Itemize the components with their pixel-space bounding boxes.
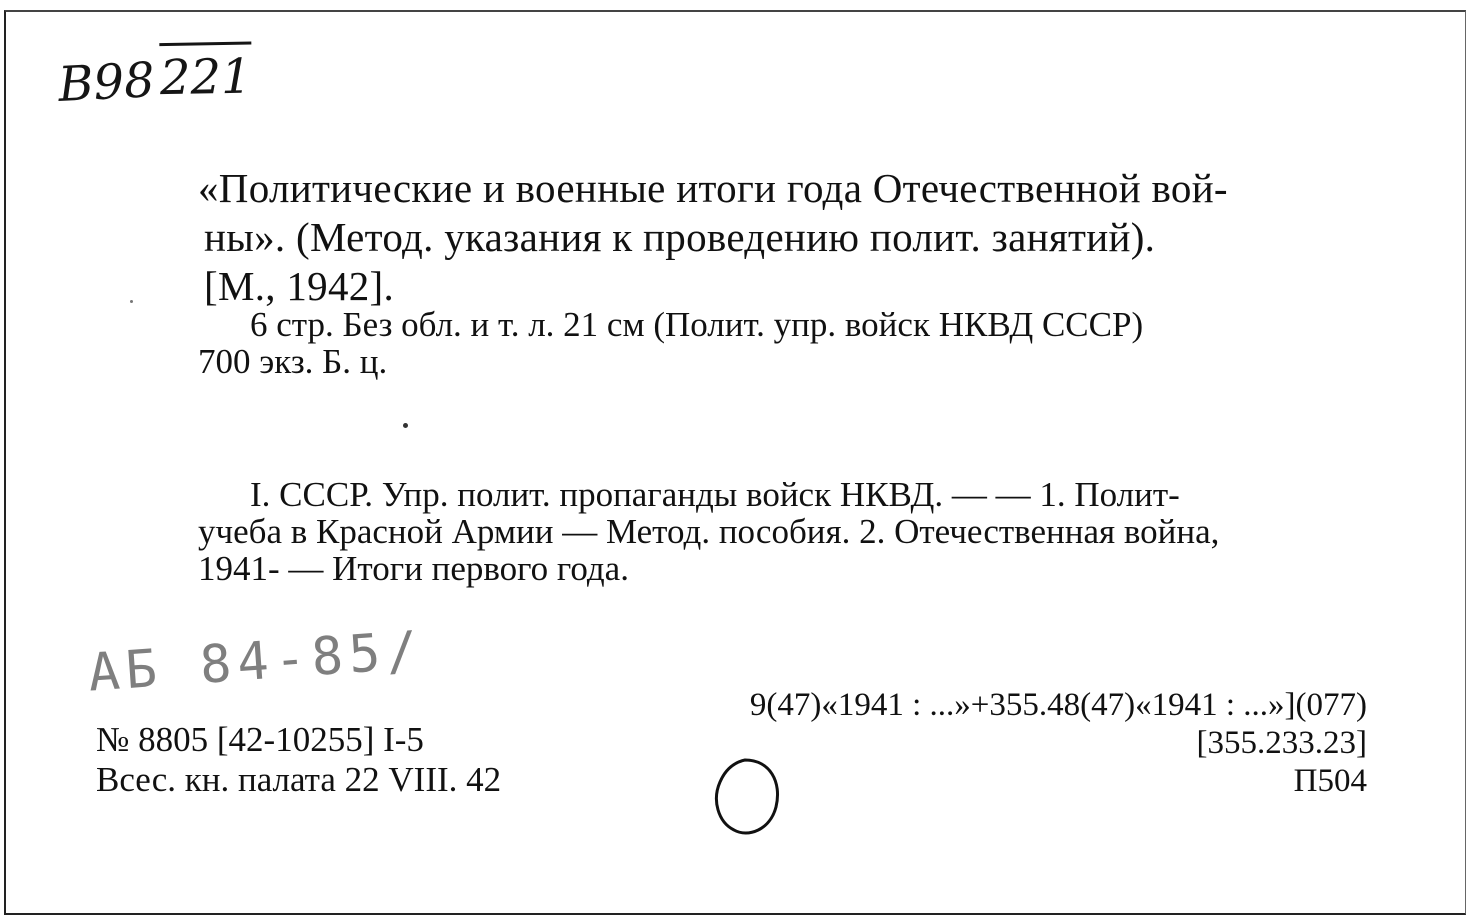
punch-hole-mark: [700, 752, 790, 842]
classification-code: П504: [1293, 763, 1367, 799]
shelfmark-number: 221: [160, 42, 253, 103]
classification-block: [750, 686, 1367, 800]
collation-note: [198, 306, 1368, 380]
shelfmark-prefix: В98: [56, 52, 157, 114]
classification-index: 9(47)«1941 : ...»+355.48(47)«1941 : ...»](077): [749, 687, 1367, 723]
chamber-date: Всес. кн. палата 22 VIII. 42: [96, 760, 502, 799]
title-line-3: [М., 1942].: [204, 263, 395, 309]
subjects-line-2: учеба в Красной Армии — Метод. пособия. 2. Отечественная война,: [198, 512, 1220, 551]
title-line-2: ны». (Метод. указания к проведению полит. занятий).: [204, 214, 1156, 260]
ink-speck: [403, 423, 408, 428]
ink-speck: [130, 300, 133, 303]
title-line-1: «Политические и военные итоги года Отечественной вой-: [198, 165, 1228, 211]
subjects-line-1: I. СССР. Упр. полит. пропаганды войск НКВД. — — 1. Полит-: [250, 475, 1180, 514]
faded-stamp: АБ 84-85/: [86, 620, 426, 704]
handwritten-shelfmark: [56, 40, 253, 113]
title-statement: [198, 164, 1368, 311]
collation-line-2: 700 экз. Б. ц.: [198, 342, 388, 381]
registration-block: [96, 720, 501, 800]
registration-number: № 8805 [42-10255] I-5: [96, 720, 424, 759]
classification-secondary: [355.233.23]: [1196, 725, 1367, 761]
collation-line-1: 6 стр. Без обл. и т. л. 21 см (Полит. упр. войск НКВД СССР): [250, 305, 1144, 344]
subjects-line-3: 1941- — Итоги первого года.: [198, 549, 629, 588]
subject-headings: [198, 476, 1368, 587]
